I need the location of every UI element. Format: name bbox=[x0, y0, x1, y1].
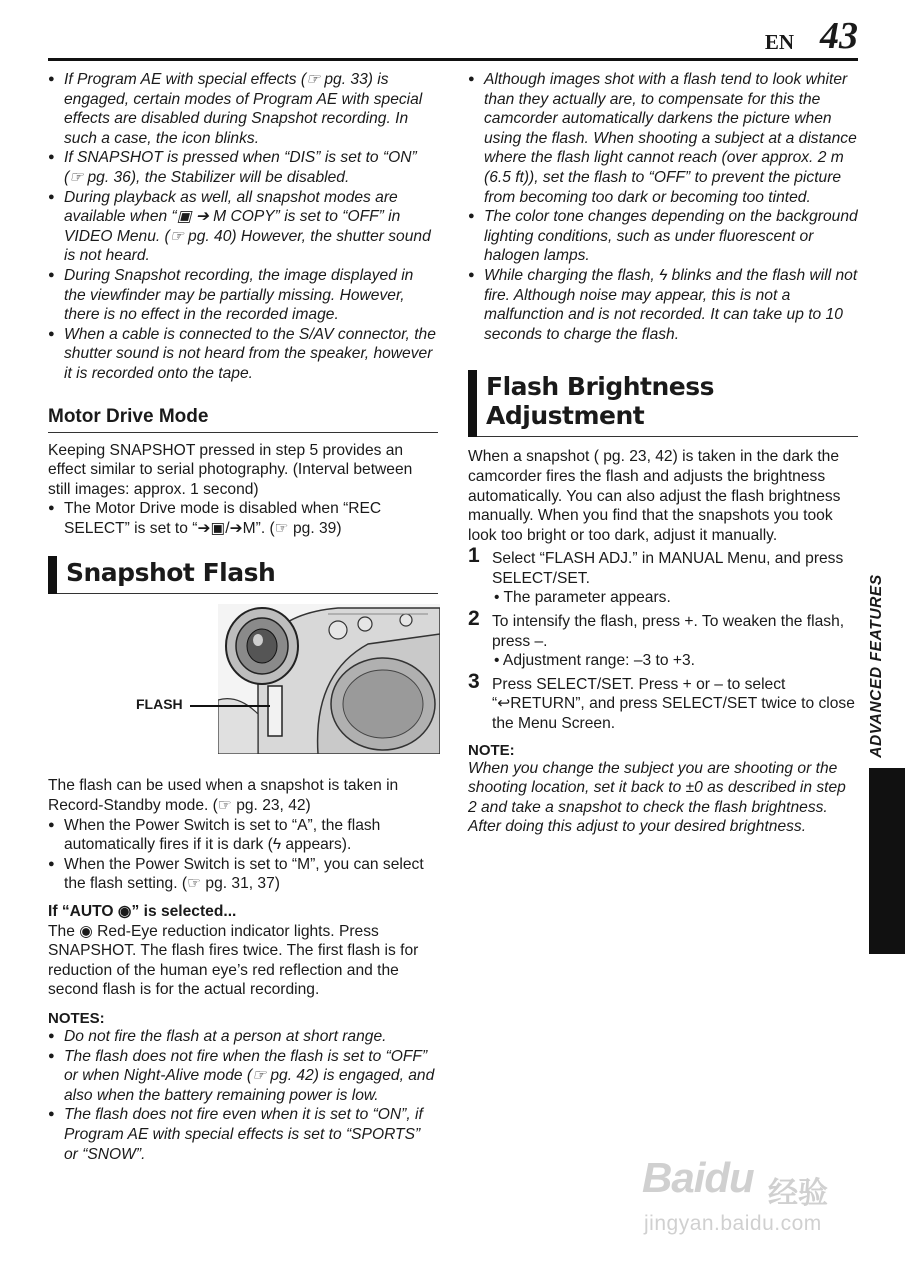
list-item: ● The flash does not fire even when it is set to “ON”, if Program AE with special effects is set to “SPORTS” or “SNOW”. bbox=[48, 1105, 438, 1164]
snapshot-flash-heading: Snapshot Flash bbox=[48, 552, 438, 594]
list-item: ● Although images shot with a flash tend to look whiter than they actually are, to compensate for this the camcorder automatically darkens the picture when using the flash. When shooting a subject at a distance where the flash light cannot reach (over approx. 2 m (6.5 ft)), set the flash to “OFF” to prevent the picture from becoming too dark or becoming too tinted. bbox=[468, 70, 858, 207]
step-text: Select “FLASH ADJ.” in MANUAL Menu, and press SELECT/SET. bbox=[492, 550, 844, 587]
step-number: 1 bbox=[468, 544, 480, 568]
page-number: 43 bbox=[820, 15, 858, 57]
list-item: ● If Program AE with special effects (☞ pg. 33) is engaged, certain modes of Program AE with special effects are disabled during Snapshot recording. In such a case, the icon blinks. bbox=[48, 70, 438, 148]
list-item: ● The flash does not fire when the flash is set to “OFF” or when Night-Alive mode (☞ pg. 42) is engaged, and also when the battery remaining power is low. bbox=[48, 1047, 438, 1106]
section-side-label bbox=[849, 576, 905, 756]
motor-drive-heading: Motor Drive Mode bbox=[48, 406, 438, 433]
camcorder-figure bbox=[48, 604, 438, 762]
notes-heading: NOTES: bbox=[48, 1010, 105, 1027]
notes-list bbox=[48, 1027, 438, 1164]
step-text: To intensify the flash, press +. To weaken the flash, press –. bbox=[492, 613, 845, 650]
list-item: ● The color tone changes depending on the background lighting conditions, such as under fluorescent or halogen lamps. bbox=[468, 207, 858, 266]
watermark-url: jingyan.baidu.com bbox=[644, 1212, 822, 1235]
steps-list bbox=[468, 544, 858, 733]
list-item: ● When the Power Switch is set to “M”, you can select the flash setting. (☞ pg. 31, 37) bbox=[48, 855, 438, 894]
flash-brightness-body: When a snapshot ( pg. 23, 42) is taken in the dark the camcorder fires the flash and adjusts the brightness automatically. You can also adjust the flash brightness manually. When you find that the snapshots you took look too bright or too dark, adjust it manually. bbox=[468, 448, 841, 544]
list-item: ● During Snapshot recording, the image displayed in the viewfinder may be partially missing. However, there is no effect in the recorded image. bbox=[48, 266, 438, 325]
snapshot-flash-body: The flash can be used when a snapshot is taken in Record-Standby mode. (☞ pg. 23, 42) bbox=[48, 777, 399, 815]
step-subtext: • Adjustment range: –3 to +3. bbox=[494, 652, 695, 670]
page-header bbox=[48, 15, 858, 61]
list-item: ● During playback as well, all snapshot modes are available when “▣ ➔ M COPY” is set to “OFF” in VIDEO Menu. (☞ pg. 40) However, the shutter sound is not heard. bbox=[48, 188, 438, 266]
list-item: ● While charging the flash, ϟ blinks and the flash will not fire. Although noise may appear, this is not a malfunction and is not recorded. It can take up to 10 seconds to charge the flash. bbox=[468, 266, 858, 344]
flash-label: FLASH bbox=[136, 696, 183, 713]
step-number: 2 bbox=[468, 607, 480, 631]
camcorder-illustration bbox=[218, 604, 440, 754]
step-item bbox=[468, 669, 858, 734]
step-subtext: • The parameter appears. bbox=[494, 589, 671, 607]
step-text: Press SELECT/SET. Press + or – to select “↩RETURN”, and press SELECT/SET twice to close the Menu Screen. bbox=[492, 675, 855, 733]
note-heading: NOTE: bbox=[468, 741, 515, 759]
auto-red-eye-body: The ◉ Red-Eye reduction indicator lights. Press SNAPSHOT. The flash fires twice. The first flash is for reduction of the human eye’s red reflection and the second flash is for the actual recording. bbox=[48, 922, 419, 999]
auto-red-eye-heading: If “AUTO ◉” is selected... bbox=[48, 903, 237, 921]
side-label-text: ADVANCED FEATURES bbox=[868, 574, 885, 758]
step-item bbox=[468, 607, 858, 671]
left-column bbox=[48, 70, 438, 1164]
list-item: ● Do not fire the flash at a person at short range. bbox=[48, 1027, 438, 1047]
language-code: EN bbox=[764, 30, 794, 54]
watermark bbox=[640, 1140, 870, 1260]
motor-drive-bullet: ● The Motor Drive mode is disabled when “REC SELECT” is set to “➔▣/➔M”. (☞ pg. 39) bbox=[48, 499, 438, 538]
step-number: 3 bbox=[468, 669, 480, 693]
list-item: ● If SNAPSHOT is pressed when “DIS” is set to “ON” (☞ pg. 36), the Stabilizer will be disabled. bbox=[48, 148, 438, 187]
flash-pointer-line bbox=[190, 705, 270, 707]
intro-bullets-left bbox=[48, 70, 438, 384]
list-item: ● When the Power Switch is set to “A”, the flash automatically fires if it is dark (ϟ appears). bbox=[48, 816, 438, 855]
note-body: When you change the subject you are shooting or the shooting location, set it back to ±0 as described in step 2 and take a snapshot to check the flash brightness. After doing this adjust to your desired brightness. bbox=[468, 759, 846, 836]
watermark-cn: 经验 bbox=[768, 1177, 828, 1210]
motor-drive-body: Keeping SNAPSHOT pressed in step 5 provides an effect similar to serial photography. (Interval between still images: approx. 1 second) bbox=[48, 441, 413, 498]
side-tab-marker bbox=[869, 768, 905, 954]
step-item bbox=[468, 544, 858, 608]
intro-bullets-right bbox=[468, 70, 858, 344]
list-item: ● When a cable is connected to the S/AV connector, the shutter sound is not heard from the speaker, however it is recorded onto the tape. bbox=[48, 325, 438, 384]
flash-brightness-heading: Flash Brightness Adjustment bbox=[468, 366, 858, 437]
right-column bbox=[468, 70, 858, 837]
watermark-brand: Baidu bbox=[642, 1154, 754, 1201]
